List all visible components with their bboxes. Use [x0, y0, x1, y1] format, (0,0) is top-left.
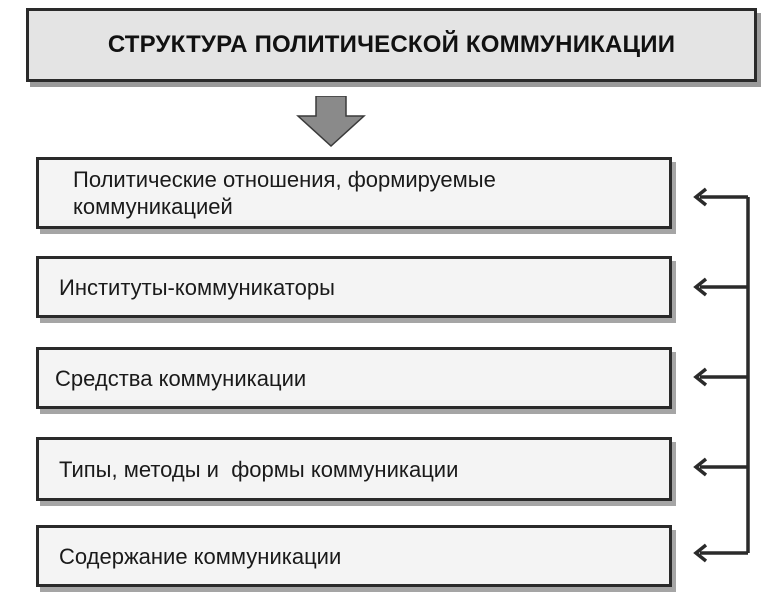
component-label-content: Содержание коммуникации	[59, 543, 342, 569]
connector-arrow-1	[696, 189, 748, 205]
connector-arrow-4	[696, 459, 748, 475]
component-box-types-methods-forms	[36, 437, 672, 501]
component-box-political-relations	[36, 157, 672, 229]
component-label-types-methods-forms: Типы, методы и формы коммуникации	[59, 456, 459, 482]
component-label-institutions: Институты-коммуникаторы	[59, 274, 335, 300]
down-arrow-icon	[296, 96, 366, 148]
component-box-institutions	[36, 256, 672, 318]
connector-arrow-5	[696, 545, 748, 561]
component-box-content	[36, 525, 672, 587]
connector-arrow-2	[696, 279, 748, 295]
component-label-political-relations: Политические отношения, формируемые коммуникацией	[73, 167, 496, 219]
title-box	[26, 8, 757, 82]
connector-arrow-3	[696, 369, 748, 385]
diagram-title: СТРУКТУРА ПОЛИТИЧЕСКОЙ КОММУНИКАЦИИ	[107, 31, 676, 58]
component-label-means: Средства коммуникации	[55, 365, 307, 391]
component-box-means	[36, 347, 672, 409]
